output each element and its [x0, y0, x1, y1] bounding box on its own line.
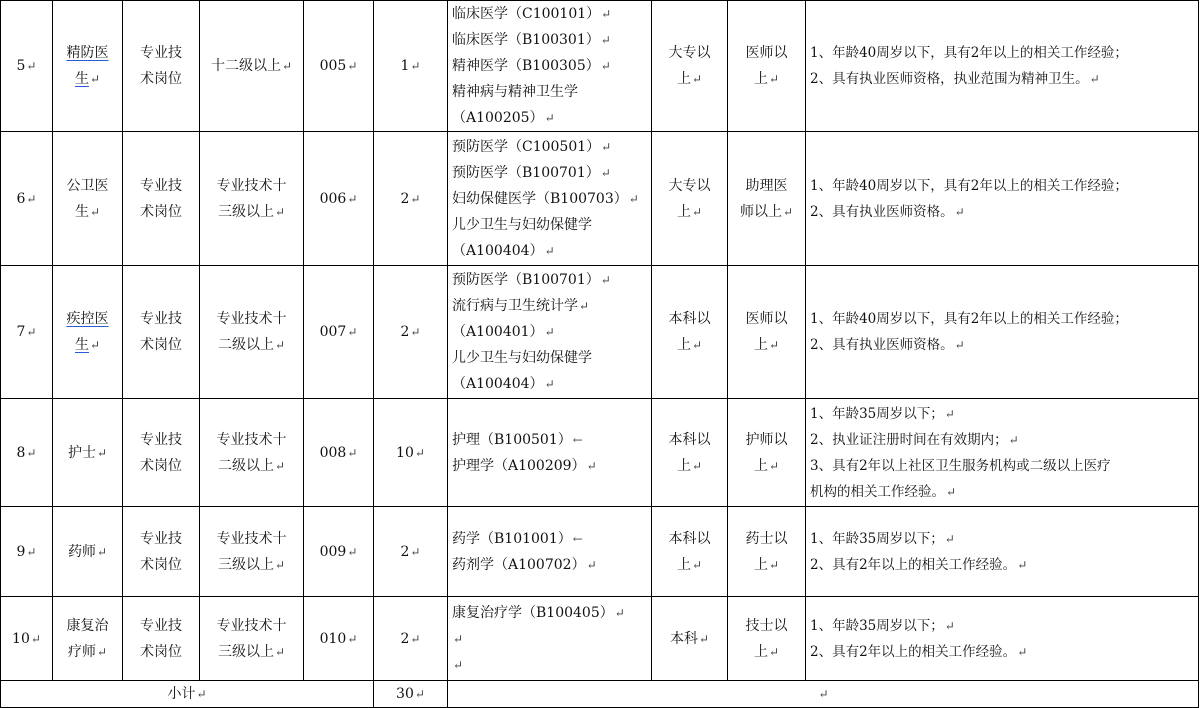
- qualification-requirement: 护师以 上↵: [728, 399, 806, 507]
- subtotal-row: [1, 681, 1199, 708]
- position-code: 007↵: [304, 266, 374, 399]
- position-category: 专业技 术岗位: [123, 1, 200, 132]
- qualification-requirement: 技士以 上↵: [728, 597, 806, 681]
- other-requirements: 1、年龄35周岁以下；↵ 2、具有2年以上的相关工作经验。↵: [806, 597, 1199, 681]
- position-name: 公卫医 生↵: [53, 132, 123, 266]
- education-requirement: 大专以 上↵: [652, 1, 728, 132]
- position-level: 专业技术十 二级以上↵: [200, 399, 304, 507]
- headcount: 2↵: [374, 597, 448, 681]
- position-category: 专业技 术岗位: [123, 597, 200, 681]
- table-row: [1, 266, 1199, 399]
- row-number: 6↵: [1, 132, 53, 266]
- major-requirements: 临床医学（C100101）↵ 临床医学（B100301）↵ 精神医学（B100305）↵ 精神病与精神卫生学 （A100205）↵: [448, 1, 652, 132]
- major-requirements: 预防医学（C100501）↵ 预防医学（B100701）↵ 妇幼保健医学（B100703）↵ 儿少卫生与妇幼保健学 （A100404）↵: [448, 132, 652, 266]
- headcount: 1↵: [374, 1, 448, 132]
- table-row: [1, 399, 1199, 507]
- headcount: 2↵: [374, 507, 448, 597]
- headcount: 2↵: [374, 132, 448, 266]
- position-category: 专业技 术岗位: [123, 266, 200, 399]
- table-row: [1, 507, 1199, 597]
- subtotal-value: 30↵: [374, 681, 448, 708]
- major-requirements: 预防医学（B100701）↵ 流行病与卫生统计学↵ （A100401）↵ 儿少卫生与妇幼保健学 （A100404）↵: [448, 266, 652, 399]
- education-requirement: 本科↵: [652, 597, 728, 681]
- position-level: 专业技术十 二级以上↵: [200, 266, 304, 399]
- position-name: 精防医 生↵: [53, 1, 123, 132]
- position-code: 008↵: [304, 399, 374, 507]
- position-code: 010↵: [304, 597, 374, 681]
- education-requirement: 本科以 上↵: [652, 266, 728, 399]
- table-row: [1, 597, 1199, 681]
- position-name: 康复治 疗师↵: [53, 597, 123, 681]
- position-category: 专业技 术岗位: [123, 399, 200, 507]
- row-number: 9↵: [1, 507, 53, 597]
- major-requirements: 康复治疗学（B100405）↵ ↵ ↵: [448, 597, 652, 681]
- row-number: 7↵: [1, 266, 53, 399]
- position-code: 006↵: [304, 132, 374, 266]
- position-name: 疾控医 生↵: [53, 266, 123, 399]
- headcount: 10↵: [374, 399, 448, 507]
- position-name: 药师↵: [53, 507, 123, 597]
- education-requirement: 本科以 上↵: [652, 399, 728, 507]
- row-number: 5↵: [1, 1, 53, 132]
- major-requirements: 护理（B100501）← 护理学（A100209）↵: [448, 399, 652, 507]
- headcount: 2↵: [374, 266, 448, 399]
- position-level: 专业技术十 三级以上↵: [200, 597, 304, 681]
- table-row: [1, 1, 1199, 132]
- other-requirements: 1、年龄35周岁以下；↵ 2、具有2年以上的相关工作经验。↵: [806, 507, 1199, 597]
- qualification-requirement: 医师以 上↵: [728, 1, 806, 132]
- major-requirements: 药学（B101001）← 药剂学（A100702）↵: [448, 507, 652, 597]
- table-row: [1, 132, 1199, 266]
- education-requirement: 大专以 上↵: [652, 132, 728, 266]
- subtotal-empty: [448, 681, 1199, 708]
- position-name: 护士↵: [53, 399, 123, 507]
- position-level: 十二级以上↵: [200, 1, 304, 132]
- row-number: 10↵: [1, 597, 53, 681]
- qualification-requirement: 助理医 师以上↵: [728, 132, 806, 266]
- position-category: 专业技 术岗位: [123, 507, 200, 597]
- position-level: 专业技术十 三级以上↵: [200, 132, 304, 266]
- row-number: 8↵: [1, 399, 53, 507]
- qualification-requirement: 医师以 上↵: [728, 266, 806, 399]
- other-requirements: 1、年龄40周岁以下，具有2年以上的相关工作经验； 2、具有执业医师资格。↵: [806, 132, 1199, 266]
- qualification-requirement: 药士以 上↵: [728, 507, 806, 597]
- other-requirements: 1、年龄40周岁以下，具有2年以上的相关工作经验； 2、具有执业医师资格。↵: [806, 266, 1199, 399]
- position-code: 005↵: [304, 1, 374, 132]
- other-requirements: 1、年龄35周岁以下；↵ 2、执业证注册时间在有效期内；↵ 3、具有2年以上社区卫生服务机构或二级以上医疗 机构的相关工作经验。↵: [806, 399, 1199, 507]
- subtotal-label: 小计↵: [1, 681, 374, 708]
- position-code: 009↵: [304, 507, 374, 597]
- position-level: 专业技术十 三级以上↵: [200, 507, 304, 597]
- other-requirements: 1、年龄40周岁以下，具有2年以上的相关工作经验； 2、具有执业医师资格，执业范围为精神卫生。↵: [806, 1, 1199, 132]
- education-requirement: 本科以 上↵: [652, 507, 728, 597]
- position-category: 专业技 术岗位: [123, 132, 200, 266]
